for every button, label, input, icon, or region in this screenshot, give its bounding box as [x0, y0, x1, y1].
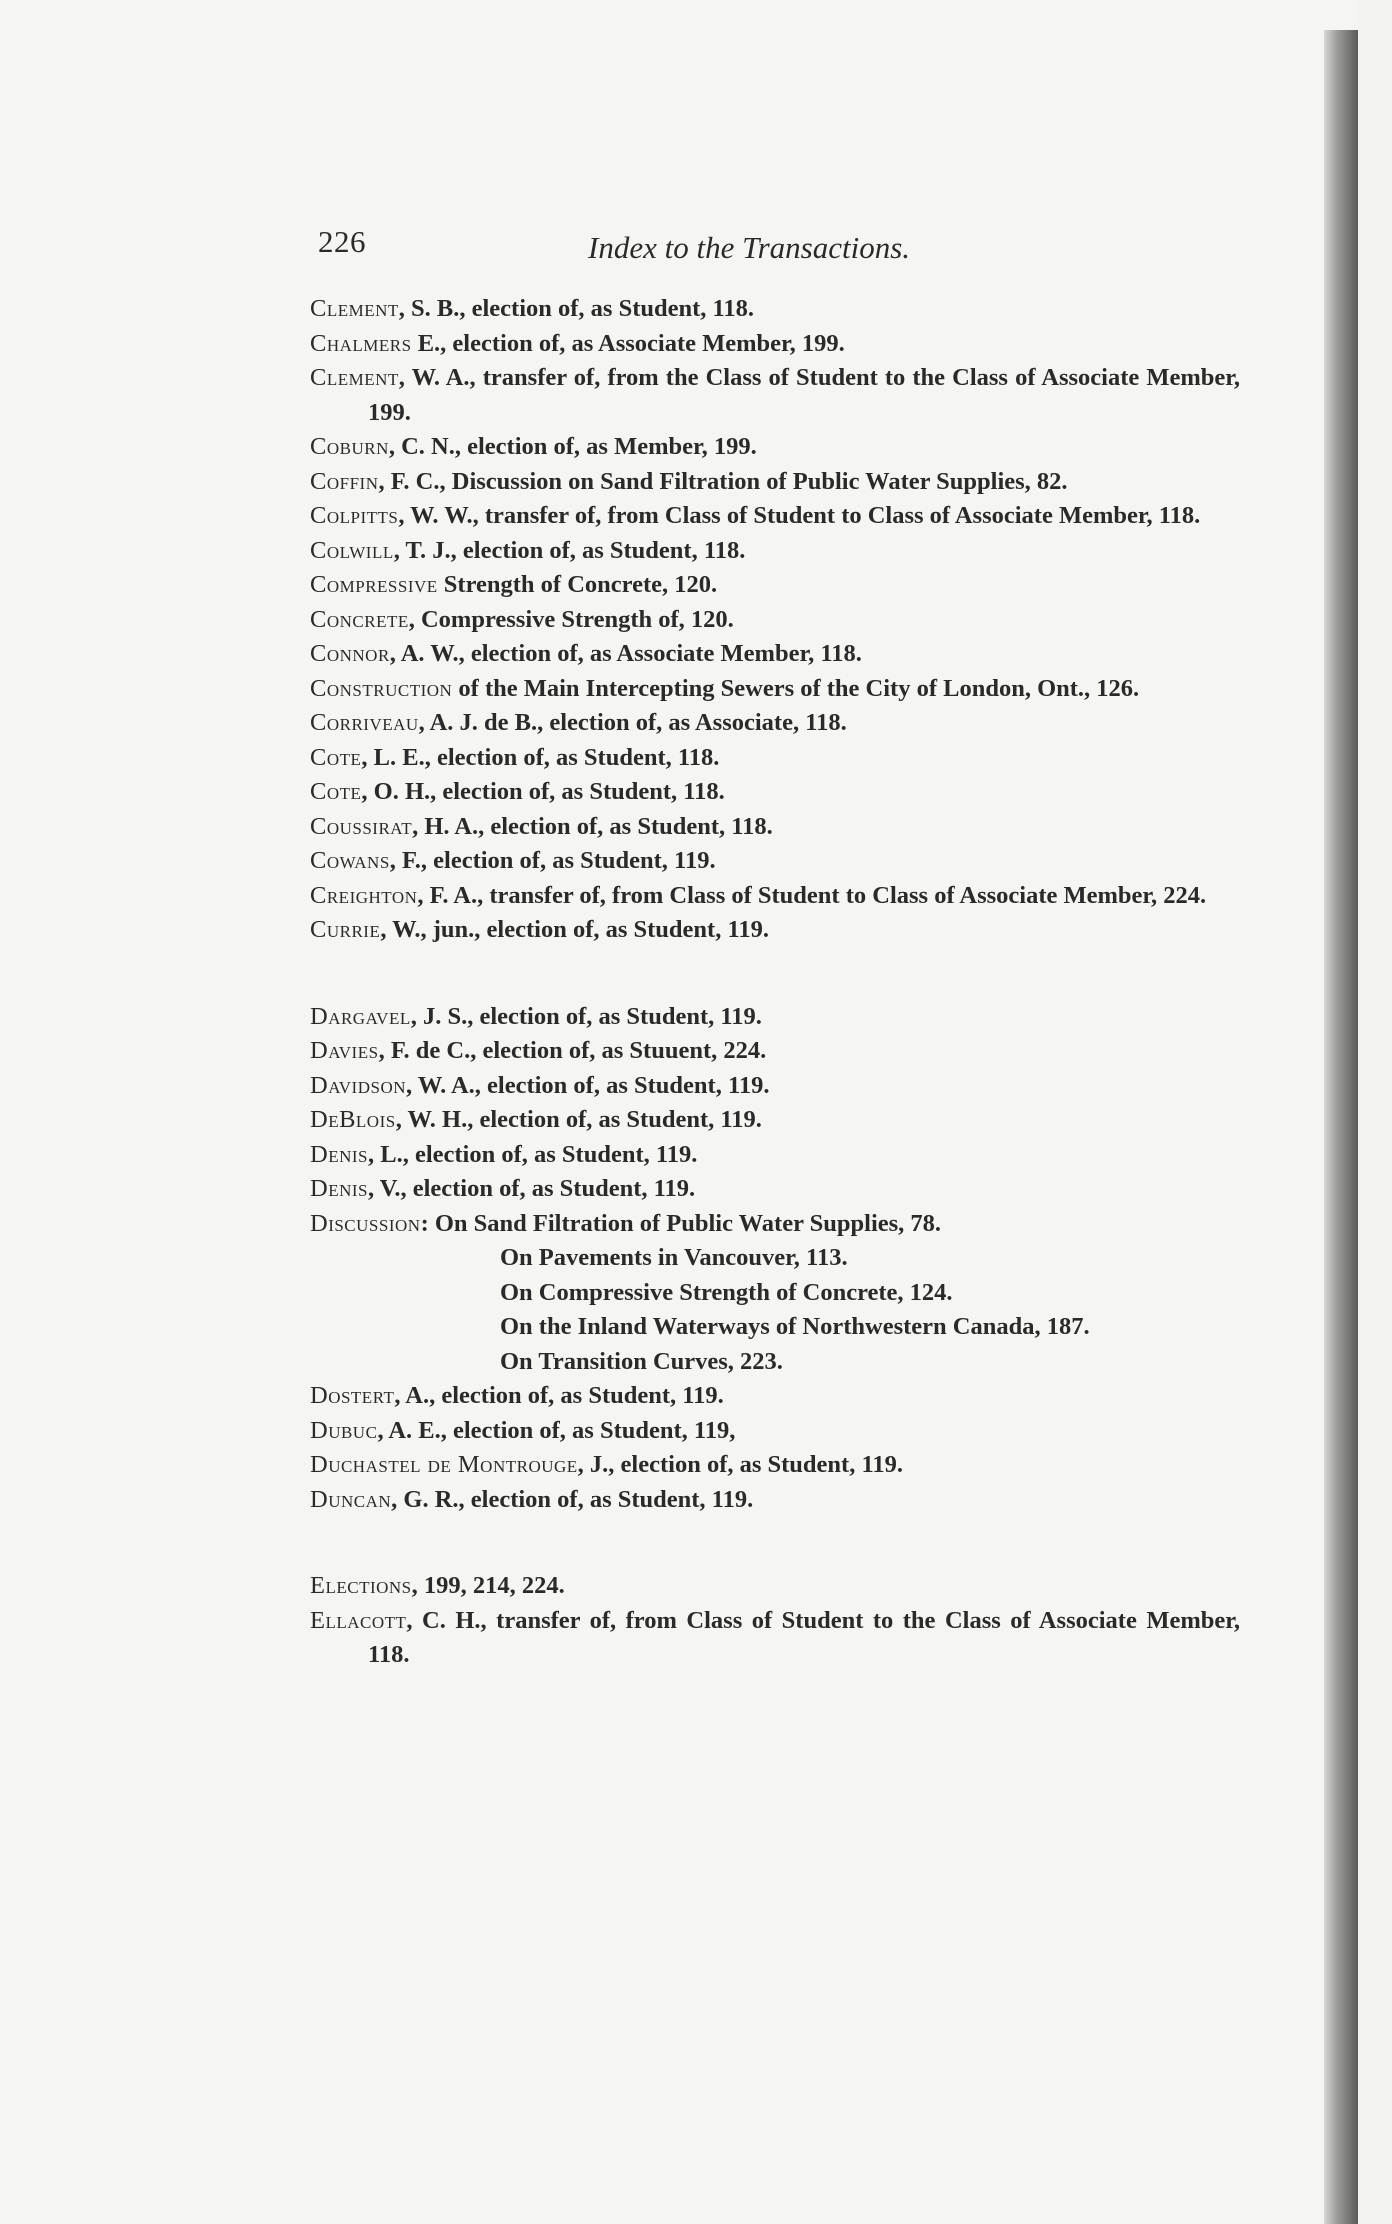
entry-name: Clement	[310, 295, 399, 322]
index-entry	[310, 568, 1240, 603]
discussion-subentry: On the Inland Waterways of Northwestern Canada, 187.	[500, 1313, 1090, 1340]
entry-name: Cote	[310, 778, 362, 805]
entry-text: , S. B., election of, as Student, 118.	[398, 295, 755, 322]
index-entry	[310, 292, 1240, 327]
entry-name: Colwill	[310, 536, 394, 564]
page-edge-shadow	[1324, 30, 1358, 2224]
index-entry	[310, 1069, 1240, 1104]
entry-name: Currie	[310, 916, 381, 943]
discussion-subentry: On Compressive Strength of Concrete, 124.	[500, 1278, 953, 1306]
entry-name: Construction	[310, 674, 453, 702]
running-title: Index to the Transactions.	[588, 230, 911, 265]
entry-text: , G. R., election of, as Student, 119.	[391, 1485, 754, 1513]
entry-text: : On Sand Filtration of Public Water Supplies, 78.	[420, 1209, 942, 1237]
entry-name: Discussion	[310, 1209, 421, 1237]
discussion-subentry: On Transition Curves, 223.	[500, 1347, 783, 1375]
entry-name: Davies	[310, 1037, 379, 1064]
index-entry	[310, 430, 1240, 465]
entry-name: Compressive	[310, 571, 438, 598]
index-entry	[310, 465, 1240, 500]
entry-name: Dostert	[310, 1382, 395, 1409]
index-entry	[310, 1414, 1240, 1449]
entry-text: , A., election of, as Student, 119.	[394, 1382, 724, 1409]
entry-name: Creighton	[310, 881, 418, 909]
entry-name: Coburn	[310, 433, 389, 460]
entry-text: , A. W., election of, as Associate Member, 118.	[389, 640, 862, 667]
entry-name: Cowans	[310, 847, 390, 874]
index-entry	[310, 1138, 1240, 1173]
entry-name: Coussirat	[310, 812, 413, 840]
entry-text: , W. H., election of, as Student, 119.	[395, 1106, 762, 1133]
entry-text: of the Main Intercepting Sewers of the City of London, Ont., 126.	[452, 674, 1140, 702]
entry-text: , F., election of, as Student, 119.	[389, 847, 716, 874]
index-entry	[310, 499, 1240, 534]
entry-text: Strength of Concrete, 120.	[437, 571, 718, 598]
entry-text: , F. de C., election of, as Stuuent, 224.	[378, 1037, 767, 1064]
index-entry	[310, 534, 1240, 569]
entry-name: Cote	[310, 743, 362, 771]
entry-name: Chalmers	[310, 329, 412, 357]
entry-text: , W. A., transfer of, from the Class of Student to the Class of Associate Member, 199.	[368, 364, 1240, 426]
index-entry	[310, 1483, 1240, 1518]
entry-name: Concrete	[310, 605, 409, 633]
index-entry	[310, 361, 1240, 430]
entry-text: , F. A., transfer of, from Class of Student to Class of Associate Member, 224.	[417, 881, 1207, 909]
group-spacer	[310, 1517, 1240, 1569]
entry-name: Corriveau	[310, 709, 419, 736]
entry-text: , A. J. de B., election of, as Associate, 118.	[418, 709, 847, 736]
entry-name: Denis	[310, 1175, 368, 1202]
index-group-c	[310, 292, 1240, 948]
entry-name: Davidson	[310, 1071, 407, 1099]
page-number: 226	[318, 224, 366, 259]
discussion-subentry: On Pavements in Vancouver, 113.	[500, 1244, 848, 1271]
entry-text: , L., election of, as Student, 119.	[367, 1140, 698, 1168]
entry-name: DeBlois	[310, 1106, 396, 1133]
entry-name: Duchastel de Montrouge	[310, 1451, 578, 1478]
group-spacer	[310, 948, 1240, 1000]
index-entry-discussion	[310, 1207, 1240, 1242]
entry-text: , W. W., transfer of, from Class of Student to Class of Associate Member, 118.	[398, 502, 1201, 529]
index-entry	[310, 327, 1240, 362]
entry-name: Connor	[310, 640, 390, 667]
index-list	[310, 292, 1240, 1673]
entry-text: , C. N., election of, as Member, 199.	[388, 433, 757, 460]
entry-text: , C. H., transfer of, from Class of Student to the Class of Associate Member, 118.	[368, 1606, 1240, 1668]
index-entry	[310, 1103, 1240, 1138]
entry-text: , W., jun., election of, as Student, 119.	[380, 916, 769, 943]
entry-text: , F. C., Discussion on Sand Filtration of Public Water Supplies, 82.	[378, 467, 1068, 495]
entry-text: , Compressive Strength of, 120.	[408, 605, 734, 633]
index-entry	[310, 913, 1240, 948]
index-entry	[310, 1034, 1240, 1069]
index-entry	[310, 1604, 1240, 1673]
index-entry	[310, 706, 1240, 741]
index-entry	[310, 637, 1240, 672]
entry-name: Elections	[310, 1572, 412, 1599]
entry-text: , T. J., election of, as Student, 118.	[393, 536, 746, 564]
entry-text: E., election of, as Associate Member, 199.	[411, 329, 845, 357]
entry-text: , J., election of, as Student, 119.	[577, 1451, 903, 1478]
index-group-d-continued	[310, 1379, 1240, 1517]
index-entry	[310, 603, 1240, 638]
index-group-e	[310, 1569, 1240, 1673]
index-entry	[310, 810, 1240, 845]
index-entry	[310, 1379, 1240, 1414]
entry-text: , O. H., election of, as Student, 118.	[361, 778, 725, 805]
entry-name: Colpitts	[310, 502, 399, 529]
entry-text: , 199, 214, 224.	[411, 1572, 565, 1599]
index-entry	[310, 775, 1240, 810]
entry-name: Dubuc	[310, 1416, 378, 1444]
entry-text: , W. A., election of, as Student, 119.	[406, 1071, 770, 1099]
index-entry	[310, 1448, 1240, 1483]
index-entry	[310, 1000, 1240, 1035]
index-entry	[310, 844, 1240, 879]
entry-text: , J. S., election of, as Student, 119.	[410, 1002, 762, 1030]
entry-text: , V., election of, as Student, 119.	[367, 1175, 696, 1202]
entry-name: Duncan	[310, 1485, 392, 1513]
index-entry	[310, 879, 1240, 914]
index-entry	[310, 1172, 1240, 1207]
index-group-d	[310, 1000, 1240, 1207]
entry-name: Dargavel	[310, 1002, 411, 1030]
index-entry	[310, 741, 1240, 776]
index-entry	[310, 1569, 1240, 1604]
index-entry	[310, 672, 1240, 707]
entry-name: Clement	[310, 364, 399, 391]
entry-name: Denis	[310, 1140, 368, 1168]
entry-name: Ellacott	[310, 1606, 407, 1634]
entry-text: , H. A., election of, as Student, 118.	[412, 812, 773, 840]
entry-text: , L. E., election of, as Student, 118.	[361, 743, 720, 771]
entry-text: , A. E., election of, as Student, 119,	[377, 1416, 736, 1444]
entry-name: Coffin	[310, 467, 379, 495]
